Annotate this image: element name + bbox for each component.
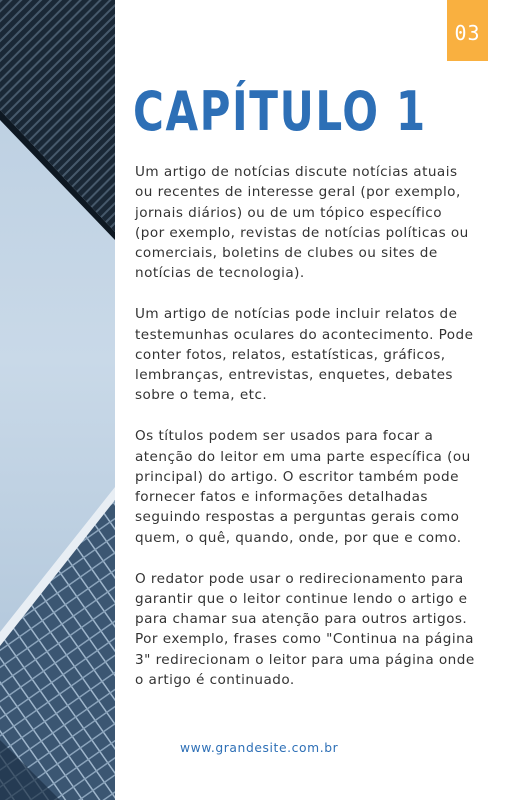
- paragraph: Um artigo de notícias discute notícias atuais ou recentes de interesse geral (por exemplo, jornais diários) ou de um tópico específico (por exemplo, revistas de notícias políticas ou comerciais, boletins de clubes ou sites de notícias de tecnologia).: [135, 164, 469, 282]
- article-body: [135, 162, 475, 711]
- page-number-badge: [447, 0, 488, 61]
- footer-website-link[interactable]: www.grandesite.com.br: [180, 741, 339, 755]
- building-photo: [0, 0, 115, 800]
- chapter-title: CAPÍTULO 1: [133, 80, 427, 143]
- paragraph: O redator pode usar o redirecionamento para garantir que o leitor continue lendo o artigo e para chamar sua atenção para outros artigos. Por exemplo, frases como "Continua na página 3" redirecionam o leitor para uma página onde o artigo é continuado.: [135, 570, 475, 689]
- paragraph: Os títulos podem ser usados para focar a atenção do leitor em uma parte específica (ou principal) do artigo. O escritor também pode fornecer fatos e informações detalhadas seguindo respostas a perguntas gerais como quem, o quê, quando, onde, por que e como.: [135, 428, 471, 546]
- page-number: 03: [454, 20, 481, 45]
- paragraph: Um artigo de notícias pode incluir relatos de testemunhas oculares do acontecimento. Pode conter fotos, relatos, estatísticas, gráficos, lembranças, entrevistas, enquetes, debates sobre o tema, etc.: [135, 306, 474, 404]
